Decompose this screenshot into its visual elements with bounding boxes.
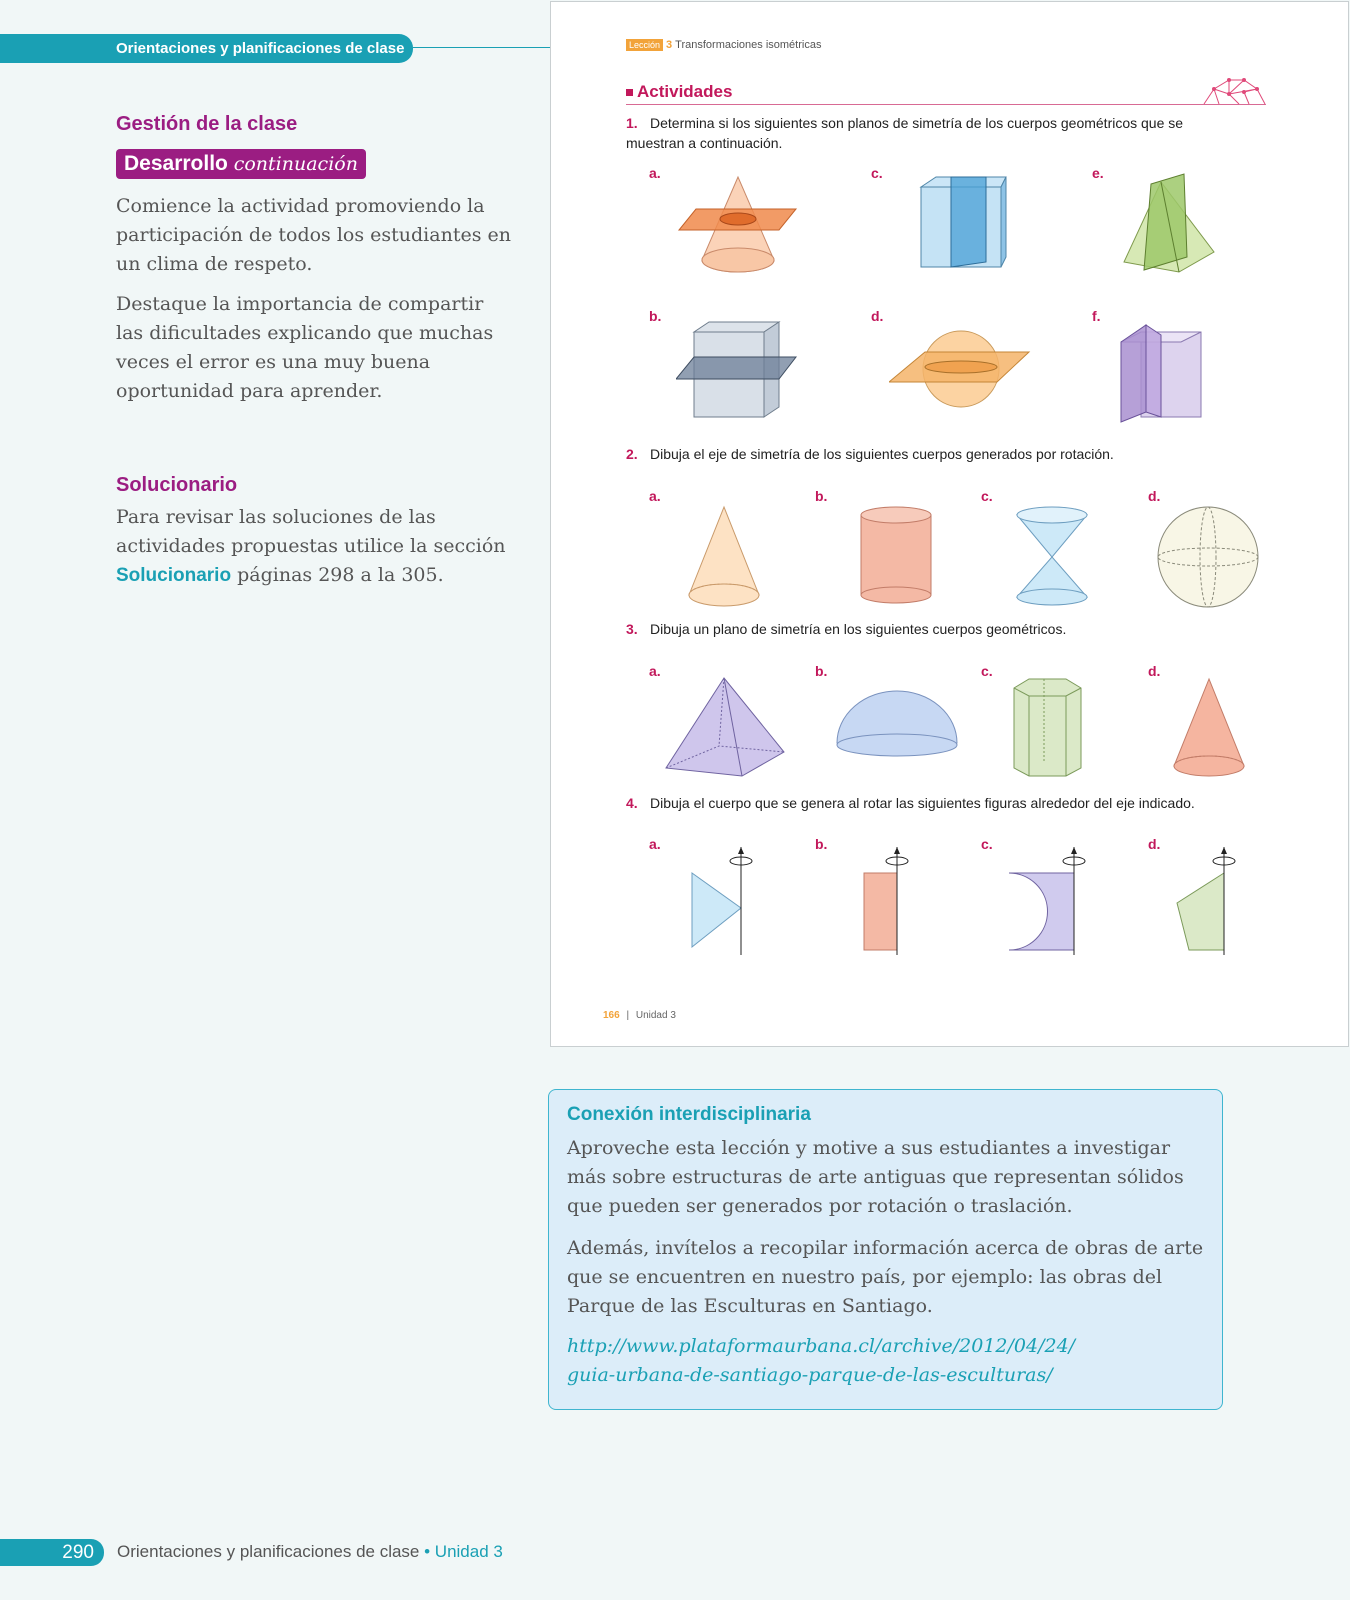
conn-title: Conexión interdisciplinaria <box>567 1104 811 1125</box>
solucionario-title: Solucionario <box>116 474 238 496</box>
q2-label-c: c. <box>981 488 993 504</box>
q3-text: Dibuja un plano de simetría en los siguientes cuerpos geométricos. <box>650 621 1067 637</box>
q1-label-c: c. <box>871 165 883 181</box>
lesson-number: 3 <box>666 39 673 51</box>
conn-link-line-1[interactable]: http://www.plataformaurbana.cl/archive/2012/04/24/ <box>567 1335 1076 1357</box>
q1-label-f: f. <box>1092 308 1101 324</box>
network-dome-icon <box>1199 74 1269 108</box>
q2-label-a: a. <box>649 488 661 504</box>
q3-number: 3. <box>626 621 638 637</box>
conn-paragraph-2: Además, invítelos a recopilar información acerca de obras de arte que se encuentren en nuestro país, por ejemplo: las obras del Parque de las Esculturas en Santiago. <box>567 1237 1204 1317</box>
q1-text: Determina si los siguientes son planos de simetría de los cuerpos geométricos que se muestran a continuación. <box>626 115 1184 151</box>
cone-red-figure <box>1171 676 1251 786</box>
solucionario-link[interactable]: Solucionario <box>116 565 232 586</box>
activities-divider <box>626 104 1266 105</box>
rotation-crescent-figure <box>1006 845 1096 960</box>
cone-horizontal-plane-figure <box>676 172 801 282</box>
footer-sep: • <box>419 1542 435 1561</box>
q3-label-d: d. <box>1148 663 1161 679</box>
q4-text: Dibuja el cuerpo que se genera al rotar las siguientes figuras alrededor del eje indicado. <box>650 795 1195 811</box>
q2-number: 2. <box>626 446 638 462</box>
question-1 <box>626 113 1226 153</box>
q1-label-a: a. <box>649 165 661 181</box>
paragraph-errors: Destaque la importancia de compartir las dificultades explicando que muchas veces el error es una muy buena oportunidad para aprender. <box>116 293 494 402</box>
lesson-header <box>626 39 821 51</box>
rotation-rectangle-figure <box>856 845 931 960</box>
activities-title-text: Actividades <box>637 82 733 101</box>
cone-figure <box>686 505 766 610</box>
header-divider <box>413 47 550 48</box>
activities-title <box>626 82 732 102</box>
sol-text-b: páginas 298 a la 305. <box>231 564 444 586</box>
footer-title: Orientaciones y planificaciones de clase <box>117 1542 420 1561</box>
pyramid-vertical-plane-figure <box>1119 172 1219 282</box>
page-number: 166 <box>603 1010 620 1021</box>
student-book-page <box>550 1 1349 1047</box>
rotation-triangle-figure <box>689 845 764 960</box>
hexagonal-prism-figure <box>1011 676 1086 786</box>
conn-paragraph-1: Aproveche esta lección y motive a sus estudiantes a investigar más sobre estructuras de arte antiguas que representan sólidos que pueden ser generados por rotación o traslación. <box>567 1137 1184 1217</box>
cube-horizontal-plane-figure <box>676 317 801 427</box>
desarrollo-badge <box>116 149 366 179</box>
page-unit: Unidad 3 <box>635 1010 676 1021</box>
q2-label-b: b. <box>815 488 828 504</box>
q1-label-d: d. <box>871 308 884 324</box>
q3-label-c: c. <box>981 663 993 679</box>
q4-label-c: c. <box>981 836 993 852</box>
q4-number: 4. <box>626 795 638 811</box>
cylinder-figure <box>858 505 938 610</box>
page-footer-separator: | <box>626 1010 630 1021</box>
question-3 <box>626 619 1226 639</box>
q2-label-d: d. <box>1148 488 1161 504</box>
interdisciplinary-box <box>548 1089 1223 1410</box>
question-2 <box>626 444 1226 464</box>
q1-number: 1. <box>626 115 638 131</box>
lesson-tag: Lección <box>626 39 663 51</box>
footer-page-number: 290 <box>62 1542 94 1563</box>
rotation-quadrilateral-figure <box>1174 845 1249 960</box>
question-4 <box>626 793 1226 813</box>
q4-label-b: b. <box>815 836 828 852</box>
sphere-horizontal-plane-figure <box>889 327 1034 417</box>
conn-link[interactable] <box>567 1332 1207 1390</box>
page-footer <box>603 1010 676 1021</box>
q3-label-a: a. <box>649 663 661 679</box>
conn-link-line-2[interactable]: guia-urbana-de-santiago-parque-de-las-esculturas/ <box>567 1364 1053 1386</box>
footer-text <box>117 1542 503 1562</box>
square-pyramid-figure <box>664 676 789 781</box>
badge-sub: continuación <box>233 153 358 175</box>
footer-page-badge <box>0 1539 104 1566</box>
hemisphere-figure <box>834 688 959 768</box>
solucionario-paragraph <box>116 503 511 590</box>
prism-vertical-plane-figure <box>911 172 1011 282</box>
square-bullet-icon <box>626 89 633 96</box>
badge-main: Desarrollo <box>124 152 228 175</box>
header-title: Orientaciones y planificaciones de clase <box>116 40 405 57</box>
q2-text: Dibuja el eje de simetría de los siguientes cuerpos generados por rotación. <box>650 446 1114 462</box>
q4-label-d: d. <box>1148 836 1161 852</box>
paragraph-participation: Comience la actividad promoviendo la participación de todos los estudiantes en un clima de respeto. <box>116 195 511 275</box>
sphere-figure <box>1156 505 1261 610</box>
q1-label-b: b. <box>649 308 662 324</box>
footer-unit: Unidad 3 <box>434 1542 503 1561</box>
prism-diagonal-plane-figure <box>1116 317 1216 432</box>
double-cone-figure <box>1014 505 1094 610</box>
sol-text-a: Para revisar las soluciones de las actividades propuestas utilice la sección <box>116 506 506 557</box>
q3-label-b: b. <box>815 663 828 679</box>
lesson-title: Transformaciones isométricas <box>675 39 822 51</box>
q1-label-e: e. <box>1092 165 1104 181</box>
gestion-title: Gestión de la clase <box>116 113 298 135</box>
q4-label-a: a. <box>649 836 661 852</box>
header-bar <box>0 34 413 63</box>
